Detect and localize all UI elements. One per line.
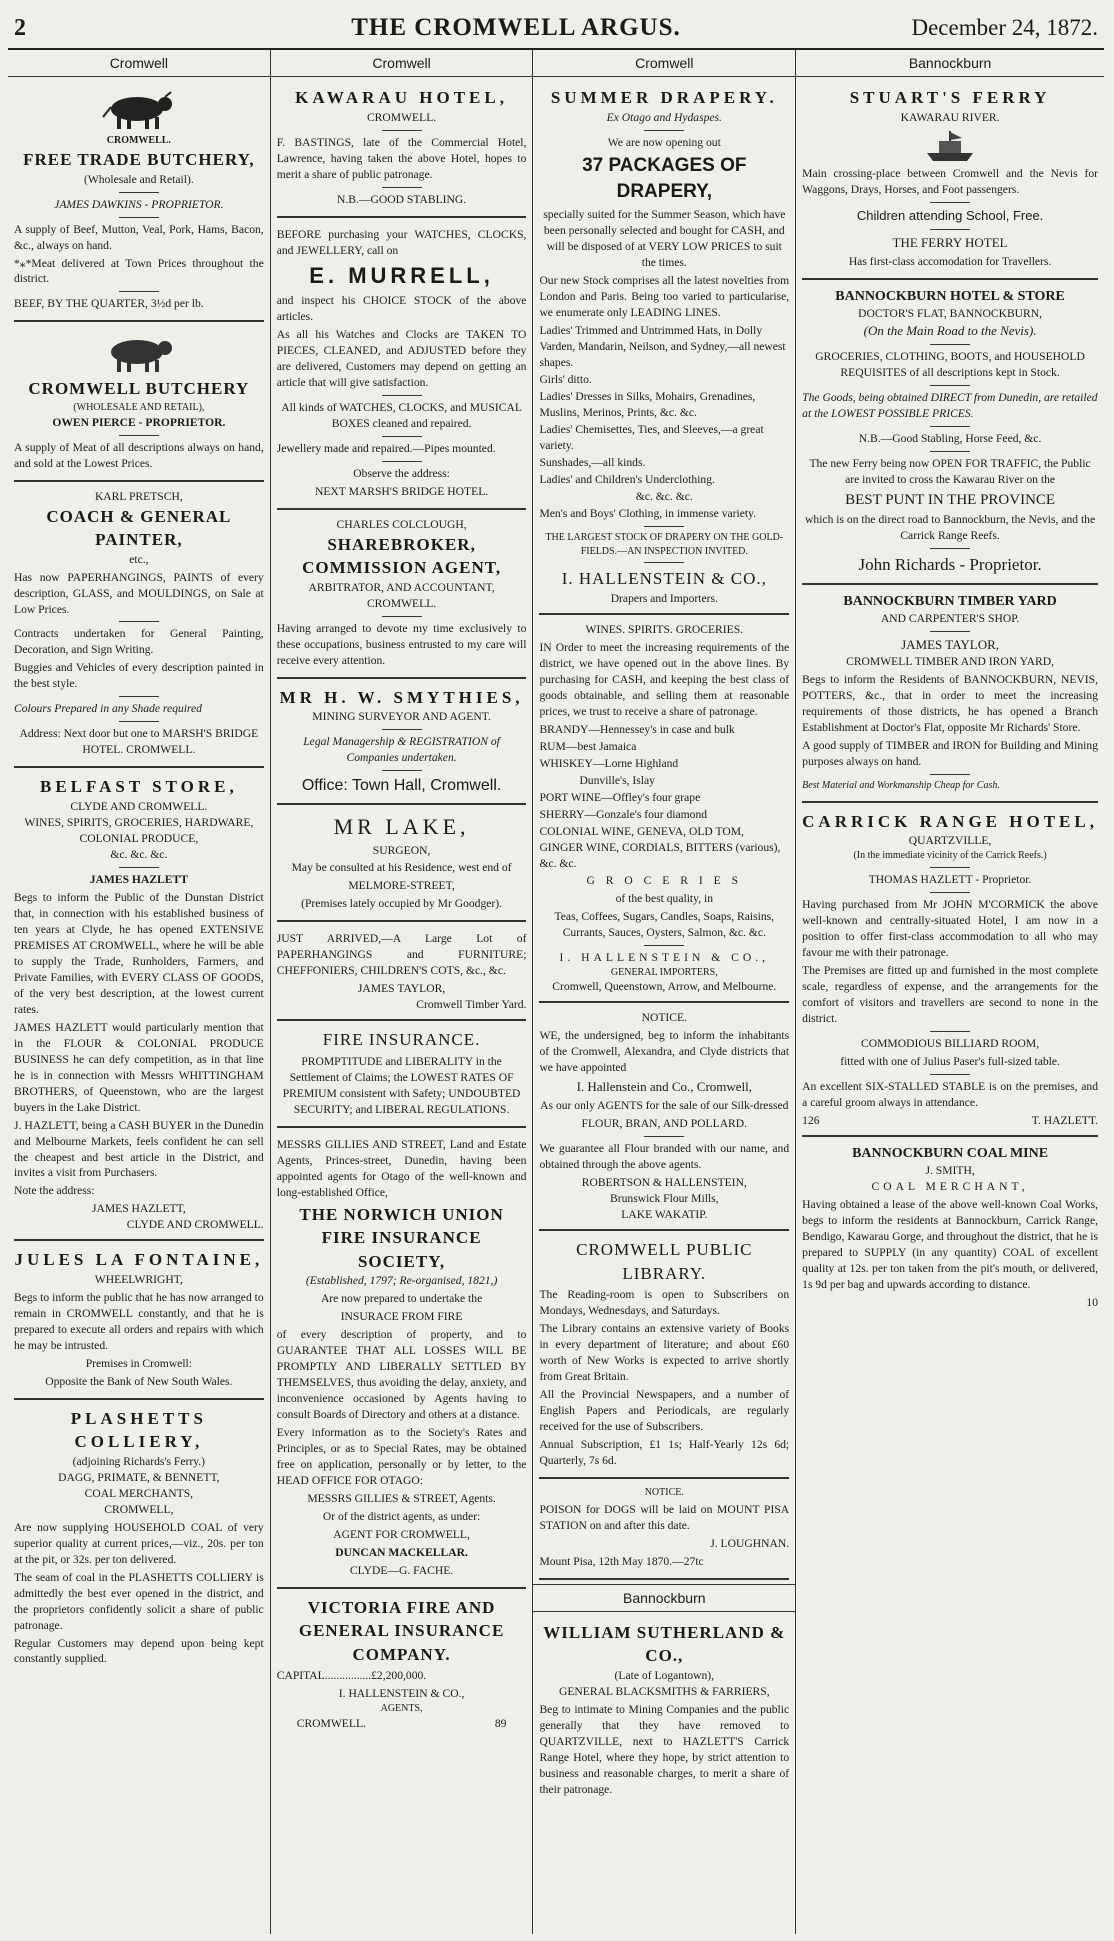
ad-text: We are now opening out: [607, 135, 721, 149]
ad-subtitle: MINING SURVEYOR AND AGENT.: [312, 710, 491, 724]
ad-proprietor: THOMAS HAZLETT - Proprietor.: [868, 872, 1032, 886]
divider: [382, 616, 422, 617]
item-list: [539, 722, 789, 872]
divider: [930, 1031, 970, 1032]
ad-text: A supply of Meat of all descriptions always on hand, and sold at the Lowest Prices.: [14, 440, 264, 470]
ad-subtitle: etc.,: [129, 552, 149, 566]
ad-subtitle: (On the Main Road to the Nevis).: [863, 322, 1037, 338]
ad-text: MESSRS GILLIES AND STREET, Land and Estate Agents, Princes-street, Dunedin, having been appointed agents for Otago of the well-known and long-established Office,: [276, 1137, 527, 1199]
ad-subtitle: (Wholesale and Retail).: [83, 172, 194, 186]
ad-public-library: [539, 1235, 789, 1479]
ad-signature: LAKE WAKATIP.: [621, 1208, 708, 1222]
ad-karl-pretsch: [14, 486, 264, 769]
ad-text: Has now PAPERHANGINGS, PAINTS of every description, GLASS, and MOULDINGS, on Sale at Low Prices.: [14, 570, 264, 616]
ad-subtitle: WHEELWRIGHT,: [94, 1272, 183, 1286]
ad-text: BEFORE purchasing your WATCHES, CLOCKS, and JEWELLERY, call on: [276, 227, 527, 257]
ad-title: BANNOCKBURN COAL MINE: [852, 1145, 1049, 1161]
ad-text: Buggies and Vehicles of every description painted in the best style.: [14, 661, 264, 691]
ad-text: AGENTS,: [380, 1703, 423, 1715]
ad-bannockburn-hotel: [802, 284, 1098, 585]
divider: [930, 202, 970, 203]
list-item: SHERRY—Gonzale's four diamond: [539, 807, 708, 821]
ad-text: which is on the direct road to Bannockburn, the Nevis, and the Carrick Range Reefs.: [805, 513, 1096, 543]
list-item: &c. &c. &c.: [635, 489, 693, 503]
item-list: [539, 323, 789, 522]
ad-name: JAMES TAYLOR,: [357, 982, 446, 996]
ad-firm: I. HALLENSTEIN & CO.,: [559, 950, 770, 964]
ad-text: An excellent SIX-STALLED STABLE is on the premises, and a careful groom always in attendance.: [802, 1079, 1098, 1109]
ad-bannockburn-timber: [802, 589, 1098, 803]
ad-title: NOTICE.: [644, 1486, 684, 1498]
list-item: Men's and Boys' Clothing, in immense variety.: [539, 506, 757, 520]
list-item: Ladies' Chemisettes, Ties, and Sleeves,—a great variety.: [539, 422, 764, 452]
ad-text: Beg to intimate to Mining Companies and the public generally that they have removed to QUARTZVILLE, next to HAZLETT'S Carrick Range Hotel, where they hope, by strict attention to business and reasonable charges, to merit a share of their patronage.: [539, 1702, 790, 1796]
ad-text: Main crossing-place between Cromwell and the Nevis for Waggons, Drays, Horses, and Foot passengers.: [802, 166, 1098, 196]
ad-title: CARRICK RANGE HOTEL,: [802, 811, 1098, 831]
ad-text: MESSRS GILLIES & STREET, Agents.: [307, 1491, 496, 1505]
ad-footer: [802, 1113, 1098, 1129]
ad-line: WINES, SPIRITS, GROCERIES, HARDWARE, COLONIAL PRODUCE,: [24, 815, 254, 845]
divider: [930, 867, 970, 868]
ad-subtitle: SURGEON,: [372, 843, 431, 857]
ad-title: FREE TRADE BUTCHERY,: [23, 150, 255, 170]
ad-headline: 37 PACKAGES OF DRAPERY,: [582, 154, 747, 202]
ad-text: J. HAZLETT, being a CASH BUYER in the Dunedin and Melbourne Markets, feels confident he can sell the cheapest and best article in the District, and invites a visit from Purchasers.: [14, 1118, 264, 1180]
ad-text: Having purchased from Mr JOHN M'CORMICK the above well-known and centrally-situated Hotel, I am now in a position to offer first-class accommodation to all who may favour me with their patronage.: [802, 897, 1098, 959]
ad-firm: DAGG, PRIMATE, & BENNETT,: [58, 1470, 220, 1484]
ad-text: The Premises are fitted up and furnished in the most complete scale, regardless of expense, and the arrangements for the comfort of visitors and travellers are second to none in the district.: [802, 963, 1098, 1025]
column-1: [8, 50, 271, 1934]
divider: [382, 729, 422, 730]
divider: [930, 451, 970, 452]
ad-william-sutherland: [539, 1618, 789, 1806]
ad-text: Begs to inform the Public of the Dunstan District that, in connection with his established business of ten years at Clyde, he has opened EXTENSIVE PREMISES AT CROMWELL, where he will be able to supply the Trade, Runholders, Farmers, and Private Families, with EVERY CLASS OF GOODS, of the very best description, at the lowest current rates.: [14, 890, 264, 1016]
ad-charles-colclough: [277, 514, 527, 679]
divider: [382, 461, 422, 462]
ad-firm: I. HALLENSTEIN & CO.,: [561, 569, 767, 589]
ad-text: As our only AGENTS for the sale of our Silk-dressed: [540, 1099, 789, 1113]
ad-text: The Library contains an extensive variety of Books in every department of literature; and about £60 worth of New Works is expected to arrive shortly from Great Britain.: [539, 1322, 790, 1383]
ad-title: NOTICE.: [641, 1011, 687, 1025]
ad-text: Are now supplying HOUSEHOLD COAL of very superior quality at current prices,—viz., 20s. per ton at the pit, or 32s. per ton delivered.: [14, 1520, 264, 1566]
ad-office: Office: Town Hall, Cromwell.: [301, 777, 502, 795]
ad-bannockburn-coal-mine: [802, 1141, 1098, 1317]
ad-text: Are now prepared to undertake the: [320, 1292, 483, 1306]
ad-proprietor: JAMES DAWKINS - PROPRIETOR.: [54, 197, 224, 211]
ad-text: As all his Watches and Clocks are TAKEN TO PIECES, CLEANED, and ADJUSTED before they are delivered, Customers may depend on getting an article that will give satisfaction.: [276, 327, 527, 389]
ad-text: The Reading-room is open to Subscribers on Mondays, Wednesdays, and Saturdays.: [539, 1288, 790, 1318]
ad-text: Begs to inform the Residents of BANNOCKBURN, NEVIS, POTTERS, &c., that in order to meet the increasing requirements of those districts, he has opened a Branch Establishment at Doctor's Flat, opposite Mr Richards' Store.: [802, 673, 1098, 734]
ad-fire-insurance: [277, 1025, 527, 1127]
ad-text: May be consulted at his Residence, west end of: [291, 861, 512, 875]
ad-title: CROMWELL PUBLIC LIBRARY.: [576, 1240, 753, 1283]
ad-subtitle: G R O C E R I E S: [586, 873, 743, 887]
ad-text: Jewellery made and repaired.—Pipes mounted.: [276, 441, 496, 455]
ad-firm: I. HALLENSTEIN & CO.,: [338, 1687, 465, 1701]
ad-text: Address: Next door but one to MARSH'S BRIDGE HOTEL. CROMWELL.: [19, 727, 259, 757]
ad-title: KAWARAU HOTEL,: [295, 88, 508, 108]
ad-text: CAPITAL................£2,200,000.: [276, 1669, 427, 1683]
ad-title: BELFAST STORE,: [39, 777, 238, 797]
ad-text: Observe the address:: [353, 466, 450, 480]
ad-signature: JAMES HAZLETT,: [91, 1202, 186, 1216]
ad-text: The seam of coal in the PLASHETTS COLLIERY is admittedly the best ever opened in the district, and the proprietors confidently solicit a share of public patronage.: [14, 1570, 264, 1632]
issue-date: December 24, 1872.: [911, 15, 1098, 40]
list-item: COLONIAL WINE, GENEVA, OLD TOM, GINGER WINE, CORDIALS, BITTERS (various), &c. &c.: [539, 824, 781, 870]
ad-text: The Goods, being obtained DIRECT from Dunedin, are retailed at the LOWEST POSSIBLE PRICES.: [802, 390, 1098, 420]
ad-text: NEXT MARSH'S BRIDGE HOTEL.: [314, 484, 489, 498]
divider: [930, 892, 970, 893]
ad-firm: Drapers and Importers.: [610, 591, 718, 605]
ad-title: THE NORWICH UNION FIRE INSURANCE SOCIETY,: [299, 1204, 504, 1271]
divider: [119, 192, 159, 193]
column-heading: Cromwell: [8, 50, 270, 77]
divider: [930, 385, 970, 386]
ad-subtitle: AND CARPENTER'S SHOP.: [880, 612, 1020, 626]
ad-jules-la-fontaine: [14, 1245, 264, 1399]
ad-subtitle: GENERAL BLACKSMITHS & FARRIERS,: [558, 1684, 770, 1698]
ad-text: A supply of Beef, Mutton, Veal, Pork, Hams, Bacon, &c., always on hand.: [14, 222, 264, 252]
bull-icon: [99, 89, 179, 131]
ad-text: Having arranged to devote my time exclusively to these occupations, business entrusted to my care will receive every attention.: [276, 621, 527, 667]
ad-footer: [277, 1716, 527, 1732]
ad-smythies: [277, 683, 527, 805]
ad-poison-notice: [539, 1483, 789, 1580]
ad-text: INSURACE FROM FIRE: [340, 1310, 463, 1324]
divider: [119, 696, 159, 697]
divider: [644, 945, 684, 946]
ad-subtitle: (Established, 1797; Re-organised, 1821,): [305, 1274, 498, 1288]
ad-town: CROMWELL.: [296, 1716, 366, 1730]
ad-title: CROMWELL BUTCHERY: [28, 379, 250, 399]
ad-text: Having obtained a lease of the above well-known Coal Works, begs to inform the residents at Bannockburn, Carrick Range, Bendigo, Kawarau Gorge, and throughout the district, that he is prepared to SUPPLY (in any quantity) COAL of excellent quality at 12s. per ton taken from the pit's mouth, or delivered, 1s 9d per bag and upwards according to distance.: [802, 1198, 1098, 1291]
ad-text: WE, the undersigned, beg to inform the inhabitants of the Cromwell, Alexandra, and Clyde districts that we have appointed: [539, 1029, 790, 1075]
ad-subtitle: KAWARAU RIVER.: [900, 110, 1000, 124]
list-item: WHISKEY—Lorne Highland: [539, 756, 679, 770]
ad-text: FLOUR, BRAN, AND POLLARD.: [581, 1117, 748, 1131]
ad-name: I. Hallenstein and Co., Cromwell,: [576, 1079, 753, 1095]
ad-subtitle: (In the immediate vicinity of the Carrick Reefs.): [853, 850, 1047, 862]
ad-plashetts-colliery: [14, 1404, 264, 1676]
ad-subtitle: (Late of Logantown),: [614, 1668, 715, 1682]
column-heading: Cromwell: [271, 50, 533, 77]
ad-name: JAMES TAYLOR,: [901, 637, 1000, 653]
ad-text: Premises in Cromwell:: [85, 1356, 192, 1370]
ad-firm: GENERAL IMPORTERS,: [610, 966, 718, 978]
list-item: PORT WINE—Offley's four grape: [539, 790, 701, 804]
column-3: [533, 50, 796, 1934]
ad-firm: COAL MERCHANTS,: [84, 1486, 194, 1500]
ad-text: Every information as to the Society's Rates and Principles, or as to Special Rates, may be obtained free on application, personally or by letter, to the HEAD OFFICE FOR OTAGO:: [276, 1425, 527, 1487]
ad-title: JULES LA FONTAINE,: [14, 1250, 264, 1270]
divider: [119, 867, 159, 868]
ad-text: Best Material and Workmanship Cheap for Cash.: [802, 779, 1000, 791]
ad-firm: Cromwell, Queenstown, Arrow, and Melbourne.: [552, 980, 777, 994]
list-item: RUM—best Jamaica: [539, 739, 637, 753]
ad-proprietor: OWEN PIERCE - PROPRIETOR.: [52, 415, 226, 429]
ad-signature: T. HAZLETT.: [1031, 1113, 1098, 1127]
ad-title: COACH & GENERAL PAINTER,: [46, 506, 232, 550]
divider: [930, 548, 970, 549]
ad-number: 126: [802, 1113, 820, 1127]
divider: [382, 187, 422, 188]
list-item: Girls' ditto.: [539, 373, 592, 387]
ad-proprietor: John Richards - Proprietor.: [858, 555, 1042, 575]
divider: [644, 526, 684, 527]
ad-text: POISON for DOGS will be laid on MOUNT PISA STATION on and after this date.: [539, 1502, 790, 1532]
divider: [644, 130, 684, 131]
ad-text: We guarantee all Flour branded with our name, and obtained through the above agents.: [539, 1142, 790, 1172]
ad-text: CLYDE—G. FACHE.: [349, 1563, 454, 1577]
ad-text: All the Provincial Newspapers, and a number of English Papers and Periodicals, are regularly received for the use of Subscribers.: [539, 1387, 790, 1433]
ad-text: and inspect his CHOICE STOCK of the above articles.: [276, 294, 527, 323]
ad-name: J. SMITH,: [925, 1164, 975, 1178]
ad-title: WILLIAM SUTHERLAND & CO.,: [543, 1622, 786, 1666]
ad-text: specially suited for the Summer Season, which have been personally selected and bought for CASH, and will be disposed of at VERY LOW PRICES to suit the times.: [543, 208, 786, 270]
ad-free-trade-butchery: [14, 83, 264, 322]
ad-e-murrell: [277, 222, 527, 510]
divider: [119, 435, 159, 436]
ad-title: SUMMER DRAPERY.: [550, 88, 778, 108]
column-subheading: Bannockburn: [533, 1584, 795, 1612]
ad-text: Annual Subscription, £1 1s; Half-Yearly 12s 6d; Quarterly, 7s 6d.: [539, 1437, 790, 1467]
ad-mr-lake: [277, 809, 527, 922]
ad-text: COMMODIOUS BILLIARD ROOM,: [861, 1036, 1040, 1050]
divider: [119, 217, 159, 218]
ad-text: THE LARGEST STOCK OF DRAPERY ON THE GOLD-FIELDS.—AN INSPECTION INVITED.: [545, 531, 784, 557]
masthead: [8, 8, 1104, 50]
divider: [119, 721, 159, 722]
ad-text: Colours Prepared in any Shade required: [14, 702, 202, 716]
ad-victoria-fire: [277, 1593, 527, 1738]
ad-text: Or of the district agents, as under:: [322, 1509, 481, 1523]
ad-text: Teas, Coffees, Sugars, Candles, Soaps, Raisins, Currants, Sauces, Oysters, Salmon, &c. &c.: [554, 909, 775, 939]
ad-text: Has first-class accomodation for Travellers.: [848, 254, 1052, 268]
ad-title: PLASHETTS COLLIERY,: [70, 1408, 207, 1452]
ad-wines-spirits: [539, 619, 789, 1003]
ad-town: CROMWELL.: [106, 135, 171, 147]
ad-text: JUST ARRIVED,—A Large Lot of PAPERHANGINGS and FURNITURE; CHEFFONIERS, CHILDREN'S COTS, &c., &c.: [276, 932, 527, 978]
ad-subtitle: ARBITRATOR, AND ACCOUNTANT,: [308, 580, 495, 594]
divider: [930, 229, 970, 230]
ad-signature: CLYDE AND CROMWELL.: [126, 1218, 264, 1232]
ad-text: F. BASTINGS, late of the Commercial Hotel, Lawrence, having taken the above Hotel, hopes to merit a share of public patronage.: [276, 135, 527, 181]
ad-text: PROMPTITUDE and LIBERALITY in the Settlement of Claims; the LOWEST RATES OF PREMIUM consistent with Safety; UNDOUBTED SECURITY; and LIBERAL REGULATIONS.: [282, 1054, 521, 1116]
ad-title: BANNOCKBURN HOTEL & STORE: [835, 288, 1065, 304]
ad-subtitle: (adjoining Richards's Ferry.): [72, 1454, 206, 1468]
ad-subtitle: Ex Otago and Hydaspes.: [606, 110, 722, 124]
ad-text: JAMES HAZLETT would particularly mention that in the FLOUR & COLONIAL PRODUCE BUSINESS he can defy competition, as in that line he is in connection with Messrs WHITTINGHAM BROTHERS, of Queenstown, who are the largest buyers in the Lake District.: [14, 1020, 264, 1114]
ad-text: MELMORE-STREET,: [348, 879, 455, 893]
ad-text: Mount Pisa, 12th May 1870.—27tc: [539, 1554, 704, 1568]
ad-town: CROMWELL.: [366, 596, 437, 610]
ad-cromwell-butchery: [14, 326, 264, 481]
divider: [930, 774, 970, 775]
ferry-icon: [925, 129, 975, 163]
ad-town: CROMWELL.: [366, 110, 437, 124]
ad-notice-flour: [539, 1007, 789, 1231]
ad-signature: ROBERTSON & HALLENSTEIN,: [581, 1176, 747, 1190]
ad-text: Contracts undertaken for General Painting, Decoration, and Sign Writing.: [14, 627, 264, 657]
ad-kawarau-hotel: [277, 83, 527, 217]
ad-text: *⁎*Meat delivered at Town Prices throughout the district.: [14, 256, 264, 286]
ad-text: Children attending School, Free.: [856, 207, 1044, 223]
page-number: 2: [14, 14, 26, 41]
ad-stuarts-ferry: [802, 83, 1098, 279]
ad-title: SHAREBROKER, COMMISSION AGENT,: [302, 534, 502, 578]
ad-text: All kinds of WATCHES, CLOCKS, and MUSICAL BOXES cleaned and repaired.: [281, 400, 522, 430]
divider: [382, 436, 422, 437]
ad-etc: &c. &c. &c.: [110, 847, 168, 861]
list-item: Dunville's, Islay: [579, 773, 655, 787]
ad-gillies-street: [277, 1132, 527, 1589]
ad-text: Our new Stock comprises all the latest novelties from London and Paris. Being too varied to particularise, we enumerate only LEADING LINES.: [539, 274, 790, 320]
ad-just-arrived: [277, 926, 527, 1021]
ad-title: STUART'S FERRY: [849, 88, 1051, 108]
list-item: Ladies' Dresses in Silks, Mohairs, Grenadines, Muslins, Merinos, Prints, &c. &c.: [539, 390, 756, 419]
ad-text: A good supply of TIMBER and IRON for Building and Mining purposes always on hand.: [802, 738, 1098, 768]
ad-text: Opposite the Bank of New South Wales.: [45, 1374, 233, 1388]
ad-text: The new Ferry being now OPEN FOR TRAFFIC, the Public are invited to cross the Kawarau River on the: [809, 456, 1091, 486]
ad-signature: Brunswick Flour Mills,: [610, 1192, 719, 1206]
ad-text: (Premises lately occupied by Mr Goodger).: [301, 897, 503, 911]
list-item: Ladies' and Children's Underclothing.: [539, 472, 715, 486]
ad-subtitle: DOCTOR'S FLAT, BANNOCKBURN,: [858, 306, 1043, 320]
column-4: [796, 50, 1104, 1934]
ad-title: MR LAKE,: [333, 814, 470, 840]
divider: [382, 770, 422, 771]
ad-text: Legal Managership & REGISTRATION of Companies undertaken.: [303, 735, 500, 765]
column-2: [271, 50, 534, 1934]
ad-title: WINES. SPIRITS. GROCERIES.: [585, 622, 744, 636]
divider: [382, 395, 422, 396]
ad-subtitle: QUARTZVILLE,: [908, 834, 992, 848]
list-item: BRANDY—Hennessey's in case and bulk: [539, 722, 735, 736]
ad-text: of the best quality, in: [615, 891, 714, 905]
divider: [930, 426, 970, 427]
ad-summer-drapery: [539, 83, 789, 615]
ad-number: 89: [494, 1716, 507, 1730]
ad-text: THE FERRY HOTEL: [892, 234, 1008, 250]
divider: [644, 562, 684, 563]
ad-text: IN Order to meet the increasing requirements of the district, we have opened out in the above lines. By purchasing for CASH, and keeping the best class of goods obtainable, and selling them at reasonable prices, we trust to receive a share of patronage.: [539, 640, 790, 718]
ad-title: MR H. W. SMYTHIES,: [279, 687, 524, 707]
ad-text: Begs to inform the public that he has now arranged to remain in CROMWELL constantly, and that he is prepared to execute all orders and repairs with which he may be intrusted.: [14, 1290, 264, 1352]
list-item: Sunshades,—all kinds.: [539, 455, 646, 469]
ad-title: E. MURRELL,: [309, 262, 494, 288]
paper-title: THE CROMWELL ARGUS.: [351, 14, 681, 41]
ad-text: N.B.—Good Stabling, Horse Feed, &c.: [858, 431, 1042, 445]
ad-text: fitted with one of Julius Paser's full-sized table.: [840, 1054, 1060, 1068]
divider: [930, 1074, 970, 1075]
ad-signature: J. LOUGHNAN.: [710, 1536, 790, 1550]
divider: [119, 621, 159, 622]
divider: [644, 1136, 684, 1137]
ad-text: BEEF, BY THE QUARTER, 3½d per lb.: [14, 297, 204, 311]
ad-text: AGENT FOR CROMWELL,: [333, 1527, 470, 1541]
ad-name: JAMES HAZLETT: [89, 872, 188, 886]
ox-icon: [99, 332, 179, 374]
ad-carrick-range-hotel: [802, 807, 1098, 1137]
ad-town: CROMWELL,: [104, 1502, 174, 1516]
ad-subtitle: COAL MERCHANT,: [871, 1180, 1029, 1194]
ad-text: of every description of property, and to GUARANTEE THAT ALL LOSSES WILL BE PROMPTLY AND LIBERALLY SETTLED BY THEMSELVES, thus avoiding the delay, anxiety, and inconvenience occasioned by Agents having to consult Boards of Directory and others at a distance.: [276, 1328, 527, 1421]
ad-text: Note the address:: [14, 1184, 95, 1198]
column-heading: Cromwell: [533, 50, 795, 77]
divider: [382, 130, 422, 131]
ad-subtitle: (WHOLESALE AND RETAIL),: [73, 401, 205, 413]
column-heading: Bannockburn: [796, 50, 1104, 77]
divider: [119, 291, 159, 292]
ad-name: KARL PRETSCH,: [94, 489, 183, 503]
ad-name: CHARLES COLCLOUGH,: [336, 517, 467, 531]
ad-text: GROCERIES, CLOTHING, BOOTS, and HOUSEHOLD REQUISITES of all descriptions kept in Stock.: [815, 349, 1085, 379]
divider: [930, 344, 970, 345]
ad-subtitle: CROMWELL TIMBER AND IRON YARD,: [846, 655, 1055, 669]
divider: [930, 631, 970, 632]
ad-title: BANNOCKBURN TIMBER YARD: [843, 593, 1057, 609]
ad-text: N.B.—GOOD STABLING.: [336, 192, 467, 206]
ad-text: Regular Customers may depend upon being kept constantly supplied.: [14, 1636, 264, 1666]
list-item: Ladies' Trimmed and Untrimmed Hats, in Dolly Varden, Mandarin, Neilson, and Sydney,—all newest shapes.: [539, 324, 786, 370]
ad-title: VICTORIA FIRE AND GENERAL INSURANCE COMPANY.: [298, 1597, 505, 1664]
ad-text: DUNCAN MACKELLAR.: [335, 1545, 468, 1559]
ad-title: FIRE INSURANCE.: [322, 1030, 481, 1050]
ad-subtitle: CLYDE AND CROMWELL.: [70, 799, 208, 813]
ad-headline: BEST PUNT IN THE PROVINCE: [845, 491, 1056, 508]
ad-text: Cromwell Timber Yard.: [416, 998, 527, 1012]
ad-belfast-store: [14, 772, 264, 1241]
ad-number: 10: [1086, 1295, 1098, 1309]
